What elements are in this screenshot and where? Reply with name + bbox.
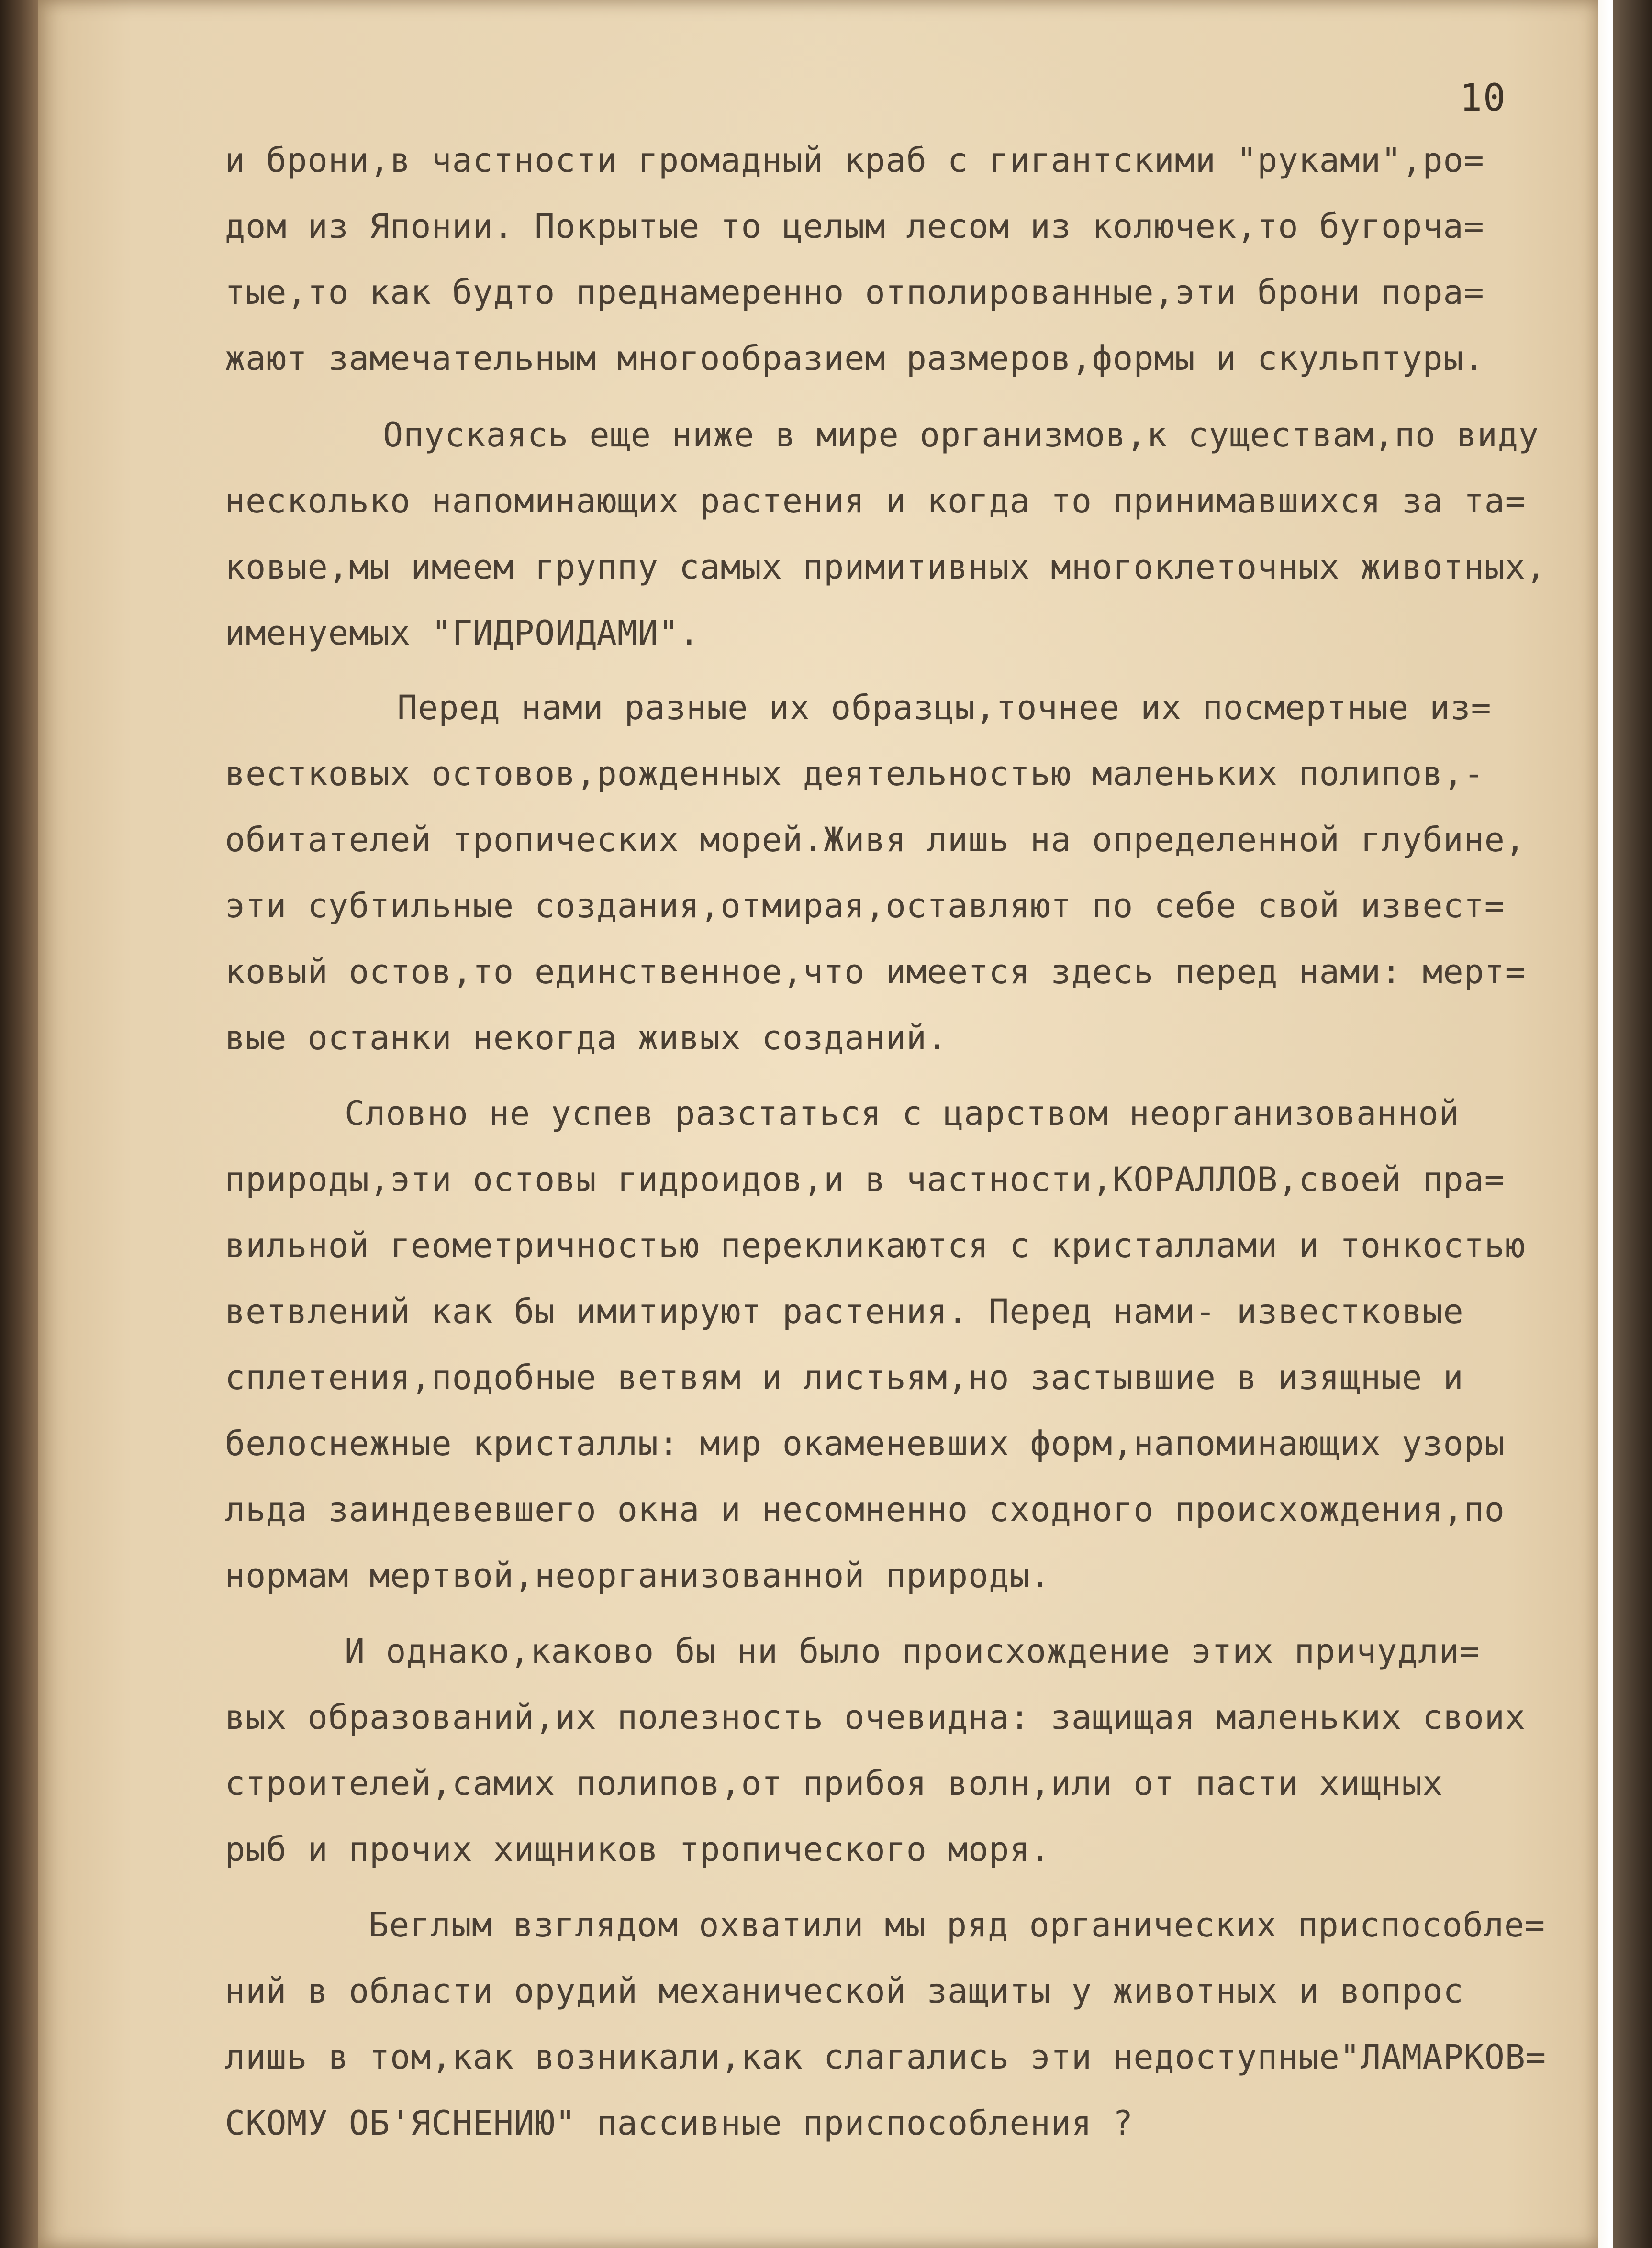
text-line: ний в области орудий механической защиты у животных и вопрос xyxy=(225,1971,1464,2011)
text-line: вильной геометричностью перекликаются с кристаллами и тонкостью xyxy=(225,1226,1526,1265)
text-line: эти субтильные создания,отмирая,оставляют по себе свой извест= xyxy=(225,886,1505,925)
text-line: именуемых "ГИДРОИДАМИ". xyxy=(225,613,700,653)
text-line: рыб и прочих хищников тропического моря. xyxy=(225,1830,1051,1869)
text-line: обитателей тропических морей.Живя лишь на определенной глубине, xyxy=(225,820,1526,859)
text-line: Опускаясь еще ниже в мире организмов,к существам,по виду xyxy=(383,415,1540,455)
page-number: 10 xyxy=(1460,77,1507,120)
text-line: дом из Японии. Покрытые то целым лесом из колючек,то бугорча= xyxy=(225,207,1485,246)
book-binding xyxy=(0,0,38,2248)
text-line: лишь в том,как возникали,как слагались эти недоступные"ЛАМАРКОВ= xyxy=(225,2037,1547,2077)
text-line: природы,эти остовы гидроидов,и в частности,КОРАЛЛОВ,своей пра= xyxy=(225,1160,1505,1199)
page-edge-shadow xyxy=(1613,0,1652,2248)
text-line: Беглым взглядом охватили мы ряд органических приспособле= xyxy=(368,1905,1546,1945)
text-line: сплетения,подобные ветвям и листьям,но застывшие в изящные и xyxy=(225,1358,1464,1397)
text-line: ковые,мы имеем группу самых примитивных многоклеточных животных, xyxy=(225,547,1547,587)
typewritten-page xyxy=(38,0,1598,2248)
text-line: Перед нами разные их образцы,точнее их посмертные из= xyxy=(397,688,1492,727)
text-line: Словно не успев разстаться с царством неорганизованной xyxy=(345,1094,1460,1133)
text-line: тые,то как будто преднамеренно отполированные,эти брони пора= xyxy=(225,273,1485,312)
text-line: ветвлений как бы имитируют растения. Перед нами- известковые xyxy=(225,1292,1464,1331)
text-line: несколько напоминающих растения и когда то принимавшихся за та= xyxy=(225,481,1526,521)
text-line: и брони,в частности громадный краб с гигантскими "руками",ро= xyxy=(225,141,1485,180)
text-line: жают замечательным многообразием размеров,формы и скульптуры. xyxy=(225,339,1485,378)
text-line: И однако,каково бы ни было происхождение этих причудли= xyxy=(345,1632,1480,1671)
text-line: ковый остов,то единственное,что имеется здесь перед нами: мерт= xyxy=(225,952,1526,991)
text-line: вые останки некогда живых созданий. xyxy=(225,1018,948,1057)
text-line: вых образований,их полезность очевидна: защищая маленьких своих xyxy=(225,1698,1526,1737)
text-line: вестковых остовов,рожденных деятельностью маленьких полипов,- xyxy=(225,754,1485,793)
text-line: нормам мертвой,неорганизованной природы. xyxy=(225,1556,1051,1595)
text-line: строителей,самих полипов,от прибоя волн,или от пасти хищных xyxy=(225,1764,1443,1803)
text-line: СКОМУ ОБ'ЯСНЕНИЮ" пассивные приспособления ? xyxy=(225,2103,1134,2143)
text-line: льда заиндевевшего окна и несомненно сходного происхождения,по xyxy=(225,1490,1505,1529)
text-line: белоснежные кристаллы: мир окаменевших форм,напоминающих узоры xyxy=(225,1424,1505,1463)
